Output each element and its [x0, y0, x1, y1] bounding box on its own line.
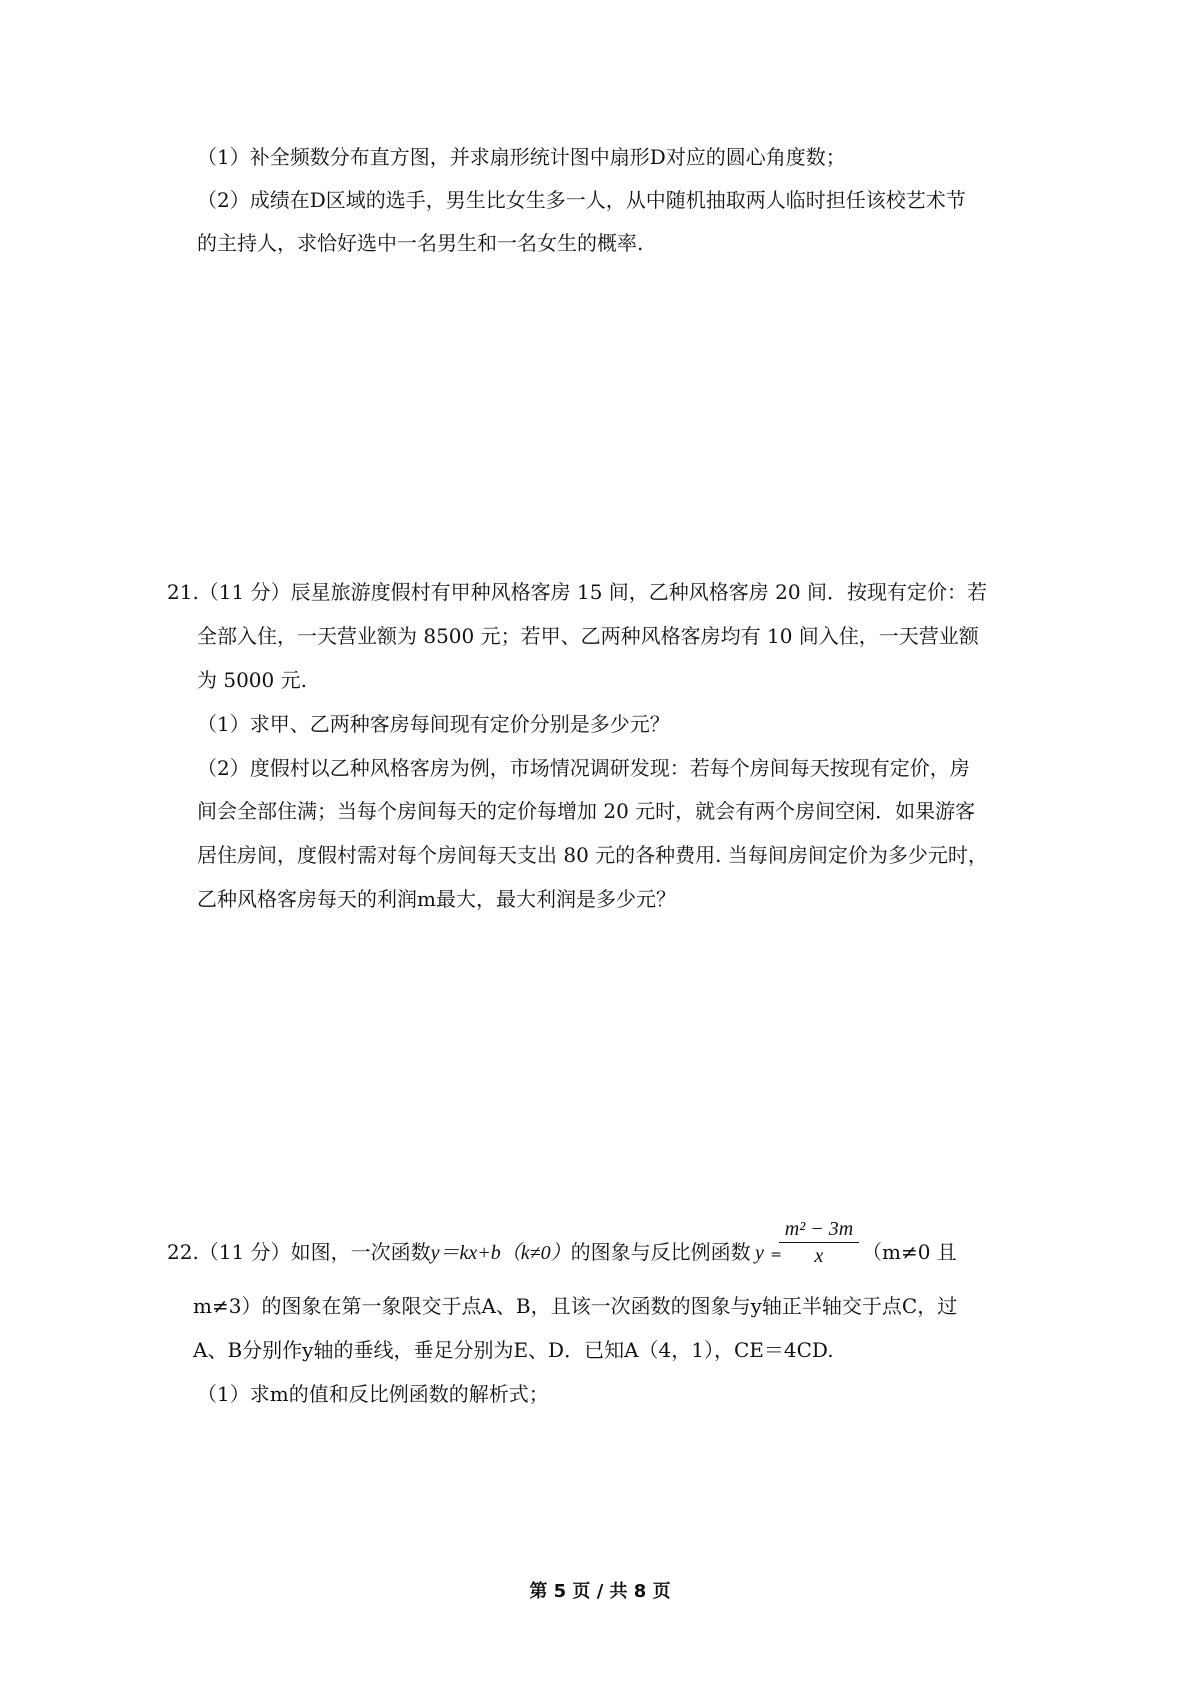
- q22-part1: [197, 1380, 549, 1408]
- q21-part2-line2: [197, 797, 975, 825]
- page-footer: [0, 1578, 1200, 1606]
- page-number: 第 5 页 / 共 8 页: [529, 1581, 671, 1602]
- q22-stem-line1-c: [862, 1238, 957, 1266]
- q22-stem-line1-b: 的图象与反比例函数: [570, 1240, 751, 1264]
- q21-part2-line4-text: 乙种风格客房每天的利润m最大，最大利润是多少元？: [197, 887, 676, 911]
- q22-stem-line3: [193, 1336, 834, 1364]
- q21-part2-line4: [197, 885, 676, 913]
- q21-stem-line3: [197, 666, 307, 694]
- q22-inverse-fraction: [779, 1216, 859, 1269]
- q22-stem-line1-a: 22.（11 分）如图，一次函数: [167, 1240, 431, 1264]
- q21-stem-line2-text: 全部入住，一天营业额为 8500 元；若甲、乙两种风格客房均有 10 间入住，一天营业额: [197, 624, 979, 648]
- q21-stem-line1-text: 21.（11 分）辰星旅游度假村有甲种风格客房 15 间，乙种风格客房 20 间．按现有定价：若: [167, 580, 987, 604]
- q22-stem-line2-text: m≠3）的图象在第一象限交于点A、B，且该一次函数的图象与y轴正半轴交于点C，过: [193, 1294, 958, 1318]
- q22-stem-line1: [167, 1238, 751, 1267]
- q22-stem-line2: [193, 1292, 957, 1320]
- q21-part2-line1: [197, 754, 970, 782]
- q20-part2-line2-text: 的主持人，求恰好选中一名男生和一名女生的概率.: [197, 231, 644, 255]
- q22-y-equals: y =: [755, 1242, 782, 1264]
- q22-part1-text: （1）求m的值和反比例函数的解析式；: [197, 1382, 549, 1406]
- q21-stem-line3-text: 为 5000 元.: [197, 668, 307, 692]
- q22-fraction-numerator: m² − 3m: [779, 1216, 859, 1243]
- q21-part2-line3: [197, 841, 988, 869]
- q22-linear-equation: y＝kx+b（k≠0）: [430, 1242, 571, 1264]
- q22-stem-line3-text: A、B分别作y轴的垂线，垂足分别为E、D．已知A（4，1），CE＝4CD.: [193, 1338, 834, 1362]
- q22-stem-line1-c-text: （m≠0 且: [862, 1240, 957, 1264]
- q20-part2-line2: [197, 229, 643, 257]
- q22-fraction-denominator: x: [814, 1245, 824, 1267]
- q20-part1-text: （1）补全频数分布直方图，并求扇形统计图中扇形D对应的圆心角度数；: [197, 145, 846, 169]
- q21-part2-line3-text: 居住房间，度假村需对每个房间每天支出 80 元的各种费用. 当每间房间定价为多少元时，: [197, 843, 988, 867]
- q21-stem-line1: [167, 578, 987, 606]
- q21-part1-text: （1）求甲、乙两种客房每间现有定价分别是多少元？: [197, 712, 670, 736]
- q21-stem-line2: [197, 622, 979, 650]
- q21-part2-line2-text: 间会全部住满；当每个房间每天的定价每增加 20 元时，就会有两个房间空闲．如果游客: [197, 799, 976, 823]
- q21-part2-line1-text: （2）度假村以乙种风格客房为例，市场情况调研发现：若每个房间每天按现有定价，房: [197, 756, 970, 780]
- q20-part2-line1-text: （2）成绩在D区域的选手，男生比女生多一人，从中随机抽取两人临时担任该校艺术节: [197, 188, 966, 212]
- q21-part1: [197, 710, 670, 738]
- q20-part1: [197, 143, 846, 171]
- q20-part2-line1: [197, 186, 966, 214]
